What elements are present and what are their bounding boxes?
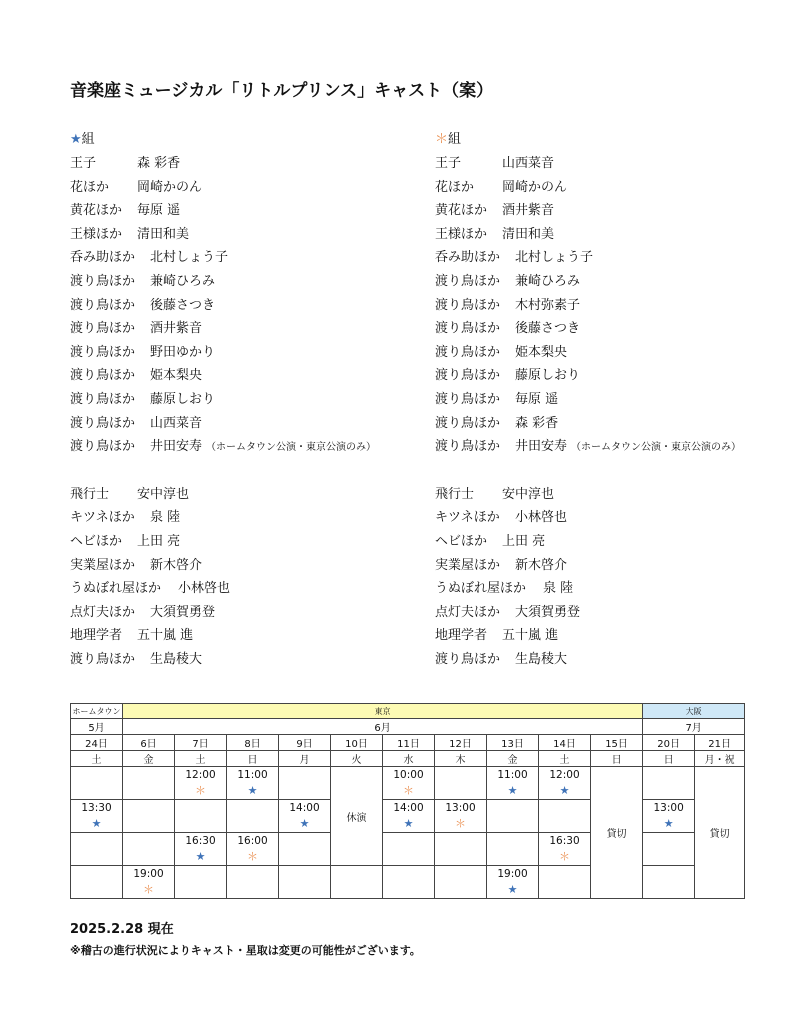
asterisk-icon: ＊ — [559, 850, 570, 863]
cast-row — [70, 364, 440, 388]
performance-slot — [123, 866, 175, 899]
performance-slot — [123, 767, 175, 800]
cast-row — [70, 223, 440, 247]
actor-name: 酒井紫音 — [502, 203, 555, 219]
role-name: 実業屋ほか — [70, 557, 136, 573]
cast-row — [435, 412, 800, 436]
actor-name: 後藤さつき — [150, 297, 216, 313]
cast-row — [70, 270, 440, 294]
asterisk-icon: ＊ — [455, 817, 466, 830]
actor-name: 兼崎ひろみ — [515, 273, 581, 289]
actor-name: 岡崎かのん — [137, 179, 203, 195]
actor-name: 山西菜音 — [150, 415, 203, 431]
slot-content — [227, 767, 278, 799]
asterisk-icon: ＊ — [403, 784, 414, 797]
show-time: 12:00 — [549, 769, 580, 781]
day-cell: 6日 — [123, 735, 175, 751]
day-cell: 13日 — [487, 735, 539, 751]
slot-content — [227, 833, 278, 865]
show-time: 12:00 — [185, 769, 216, 781]
role-name: 花ほか — [435, 179, 475, 195]
day-cell: 24日 — [71, 735, 123, 751]
cast-row — [70, 530, 440, 554]
show-time: 13:30 — [81, 802, 112, 814]
no-performance-cell: 休演 — [331, 767, 383, 866]
performance-slot — [383, 800, 435, 833]
role-name: 渡り鳥ほか — [70, 391, 136, 407]
actor-name: 北村しょう子 — [150, 250, 229, 266]
performance-slot — [643, 767, 695, 800]
performance-note: （ホームタウン公演・東京公演のみ） — [571, 442, 742, 454]
performance-slot — [539, 800, 591, 833]
role-name: 地理学者 — [435, 628, 488, 644]
venue-tokyo: 東京 — [123, 704, 643, 719]
performance-slot — [643, 800, 695, 833]
day-cell: 15日 — [591, 735, 643, 751]
cast-row — [70, 199, 440, 223]
cast-row — [70, 294, 440, 318]
performance-slot — [175, 866, 227, 899]
actor-name: 安中淳也 — [502, 486, 555, 502]
star-icon: ★ — [70, 132, 82, 147]
performance-slot — [383, 866, 435, 899]
weekday-cell: 土 — [175, 751, 227, 767]
performance-slot — [227, 767, 279, 800]
performance-slot — [227, 800, 279, 833]
actor-name: 泉 陸 — [543, 581, 574, 597]
actor-name: 上田 亮 — [502, 533, 546, 549]
performance-slot — [487, 800, 539, 833]
day-cell: 21日 — [695, 735, 745, 751]
performance-slot — [383, 833, 435, 866]
actor-name: 森 彩香 — [137, 156, 181, 171]
actor-name: 岡崎かのん — [502, 179, 568, 195]
role-name: うぬぼれ屋ほか — [435, 581, 527, 597]
star-icon: ★ — [403, 817, 414, 830]
cast-row — [70, 317, 440, 341]
star-icon: ★ — [507, 883, 518, 896]
performance-slot — [331, 866, 383, 899]
actor-name: 山西菜音 — [502, 156, 555, 171]
show-time: 19:00 — [133, 868, 164, 880]
weekday-cell: 金 — [487, 751, 539, 767]
show-time: 16:00 — [237, 835, 268, 847]
actor-name: 野田ゆかり — [150, 344, 216, 360]
role-name: 点灯夫ほか — [70, 604, 136, 620]
month-cell: 6月 — [123, 719, 643, 735]
role-name: 渡り鳥ほか — [70, 321, 136, 337]
performance-slot — [279, 800, 331, 833]
actor-name: 生島稜大 — [150, 651, 203, 667]
group-label: 組 — [81, 132, 95, 147]
slot-content — [539, 767, 590, 799]
time-slot-row — [71, 866, 745, 899]
group-heading — [435, 128, 800, 152]
cast-row — [435, 483, 800, 507]
actor-name: 大須賀勇登 — [150, 604, 216, 620]
asterisk-icon: ＊ — [435, 132, 449, 147]
venue-hometown: ホームタウン — [71, 704, 123, 719]
cast-row — [70, 412, 440, 436]
actor-name: 清田和美 — [137, 226, 190, 242]
slot-content — [175, 767, 226, 799]
role-name: 渡り鳥ほか — [70, 344, 136, 360]
role-name: 王子 — [70, 156, 97, 171]
cast-row — [70, 554, 440, 578]
asterisk-icon: ＊ — [247, 850, 258, 863]
cast-row — [435, 341, 800, 365]
performance-schedule-table — [70, 703, 745, 899]
actor-name: 後藤さつき — [515, 321, 581, 337]
weekday-cell: 月 — [279, 751, 331, 767]
star-icon: ★ — [91, 817, 102, 830]
actor-name: 清田和美 — [502, 226, 555, 242]
actor-name: 森 彩香 — [515, 415, 559, 431]
actor-name: 泉 陸 — [150, 510, 181, 526]
role-name: 呑み助ほか — [435, 250, 501, 266]
actor-name: 新木啓介 — [150, 557, 203, 573]
performance-slot — [487, 866, 539, 899]
role-name: 渡り鳥ほか — [70, 651, 136, 667]
role-name: 黄花ほか — [435, 203, 488, 219]
actor-name: 北村しょう子 — [515, 250, 594, 266]
show-time: 14:00 — [289, 802, 320, 814]
performance-slot — [539, 866, 591, 899]
show-time: 13:00 — [653, 802, 684, 814]
performance-slot — [435, 767, 487, 800]
cast-row — [70, 435, 440, 459]
role-name: 王様ほか — [70, 226, 123, 242]
role-name: 花ほか — [70, 179, 110, 195]
venue-osaka: 大阪 — [643, 704, 745, 719]
performance-slot — [71, 866, 123, 899]
actor-name: 酒井紫音 — [150, 321, 203, 337]
actor-name: 上田 亮 — [137, 533, 181, 549]
cast-row — [435, 648, 800, 672]
role-name: 飛行士 — [70, 486, 110, 502]
role-name: 渡り鳥ほか — [70, 415, 136, 431]
cast-row — [70, 648, 440, 672]
role-name: 渡り鳥ほか — [70, 297, 136, 313]
slot-content — [383, 767, 434, 799]
performance-slot — [279, 833, 331, 866]
cast-row — [70, 152, 440, 176]
slot-content — [539, 833, 590, 865]
performance-slot — [487, 767, 539, 800]
cast-column-star-group — [70, 128, 440, 671]
role-name: 渡り鳥ほか — [435, 368, 501, 384]
role-name: キツネほか — [70, 510, 135, 526]
actor-name: 姫本梨央 — [150, 368, 203, 384]
spacer — [70, 459, 440, 483]
actor-name: 井田安寿 — [150, 439, 203, 455]
actor-name: 兼崎ひろみ — [150, 273, 216, 289]
weekday-cell: 月・祝 — [695, 751, 745, 767]
day-cell: 14日 — [539, 735, 591, 751]
slot-content — [487, 767, 538, 799]
actor-name: 小林啓也 — [515, 510, 568, 526]
role-name: 王子 — [435, 156, 462, 171]
month-row — [71, 719, 745, 735]
slot-content — [123, 866, 174, 898]
slot-content — [487, 866, 538, 898]
role-name: 実業屋ほか — [435, 557, 501, 573]
role-name: 呑み助ほか — [70, 250, 136, 266]
day-cell: 12日 — [435, 735, 487, 751]
performance-slot — [435, 866, 487, 899]
cast-row — [435, 246, 800, 270]
asterisk-icon: ＊ — [195, 784, 206, 797]
actor-name: 藤原しおり — [150, 391, 216, 407]
as-of-date: 2025.2.28 現在 — [70, 922, 174, 937]
show-time: 16:30 — [185, 835, 216, 847]
actor-name: 新木啓介 — [515, 557, 568, 573]
time-slot-row — [71, 800, 745, 833]
show-time: 16:30 — [549, 835, 580, 847]
cast-row — [70, 483, 440, 507]
cast-column-asterisk-group — [435, 128, 800, 671]
weekday-cell: 土 — [539, 751, 591, 767]
cast-row — [70, 577, 440, 601]
performance-slot — [643, 866, 695, 899]
role-name: 渡り鳥ほか — [435, 297, 501, 313]
time-slot-row — [71, 833, 745, 866]
role-name: ヘビほか — [435, 533, 488, 549]
actor-name: 木村弥素子 — [515, 297, 581, 313]
cast-row — [435, 152, 800, 176]
actor-name: 五十嵐 進 — [137, 628, 194, 644]
performance-slot — [643, 833, 695, 866]
cast-row — [70, 601, 440, 625]
role-name: 渡り鳥ほか — [70, 439, 136, 455]
weekday-cell: 火 — [331, 751, 383, 767]
star-icon: ★ — [507, 784, 518, 797]
day-cell: 20日 — [643, 735, 695, 751]
performance-slot — [71, 800, 123, 833]
month-cell: 5月 — [71, 719, 123, 735]
asterisk-icon: ＊ — [143, 883, 154, 896]
performance-slot — [123, 800, 175, 833]
performance-slot — [227, 866, 279, 899]
cast-row — [435, 530, 800, 554]
disclaimer-note: ※稽古の進行状況によりキャスト・星取は変更の可能性がございます。 — [70, 944, 421, 957]
star-icon: ★ — [559, 784, 570, 797]
weekday-cell: 日 — [591, 751, 643, 767]
slot-content — [175, 833, 226, 865]
role-name: 王様ほか — [435, 226, 488, 242]
day-row — [71, 735, 745, 751]
show-time: 11:00 — [497, 769, 528, 781]
role-name: 渡り鳥ほか — [435, 415, 501, 431]
cast-row — [435, 601, 800, 625]
day-cell: 8日 — [227, 735, 279, 751]
role-name: 渡り鳥ほか — [435, 344, 501, 360]
actor-name: 大須賀勇登 — [515, 604, 581, 620]
cast-row — [435, 577, 800, 601]
performance-slot — [487, 833, 539, 866]
role-name: 渡り鳥ほか — [70, 368, 136, 384]
role-name: 渡り鳥ほか — [435, 321, 501, 337]
venue-row — [71, 704, 745, 719]
performance-slot — [175, 767, 227, 800]
month-cell: 7月 — [643, 719, 745, 735]
star-icon: ★ — [663, 817, 674, 830]
cast-row — [435, 199, 800, 223]
performance-slot — [227, 833, 279, 866]
show-time: 11:00 — [237, 769, 268, 781]
group-heading — [70, 128, 440, 152]
performance-slot — [279, 767, 331, 800]
weekday-cell: 水 — [383, 751, 435, 767]
cast-row — [70, 624, 440, 648]
role-name: 渡り鳥ほか — [435, 391, 501, 407]
performance-slot — [539, 833, 591, 866]
star-icon: ★ — [195, 850, 206, 863]
star-icon: ★ — [247, 784, 258, 797]
weekday-cell: 土 — [71, 751, 123, 767]
cast-row — [70, 341, 440, 365]
day-cell: 9日 — [279, 735, 331, 751]
actor-name: 井田安寿 — [515, 439, 568, 455]
slot-content — [643, 800, 694, 832]
group-label: 組 — [448, 132, 462, 147]
actor-name: 安中淳也 — [137, 486, 190, 502]
weekday-cell: 日 — [227, 751, 279, 767]
performance-note: （ホームタウン公演・東京公演のみ） — [206, 442, 377, 454]
cast-row — [435, 317, 800, 341]
cast-row — [435, 506, 800, 530]
performance-slot — [175, 800, 227, 833]
show-time: 13:00 — [445, 802, 476, 814]
day-cell: 7日 — [175, 735, 227, 751]
cast-row — [435, 624, 800, 648]
slot-content — [279, 800, 330, 832]
actor-name: 小林啓也 — [178, 581, 231, 597]
weekday-row — [71, 751, 745, 767]
role-name: 黄花ほか — [70, 203, 123, 219]
actor-name: 姫本梨央 — [515, 344, 568, 360]
performance-slot — [71, 767, 123, 800]
cast-row — [435, 270, 800, 294]
cast-row — [70, 388, 440, 412]
actor-name: 生島稜大 — [515, 651, 568, 667]
cast-row — [70, 506, 440, 530]
show-time: 14:00 — [393, 802, 424, 814]
role-name: 点灯夫ほか — [435, 604, 501, 620]
cast-row — [70, 246, 440, 270]
weekday-cell: 木 — [435, 751, 487, 767]
slot-content — [383, 800, 434, 832]
role-name: 渡り鳥ほか — [435, 439, 501, 455]
actor-name: 五十嵐 進 — [502, 628, 559, 644]
reserved-performance-cell: 貸切 — [591, 767, 643, 899]
role-name: 地理学者 — [70, 628, 123, 644]
cast-row — [435, 435, 800, 459]
cast-row — [435, 388, 800, 412]
star-icon: ★ — [299, 817, 310, 830]
performance-slot — [539, 767, 591, 800]
time-slot-row — [71, 767, 745, 800]
slot-content — [71, 800, 122, 832]
performance-slot — [279, 866, 331, 899]
role-name: キツネほか — [435, 510, 500, 526]
role-name: ヘビほか — [70, 533, 123, 549]
cast-row — [435, 554, 800, 578]
actor-name: 毎原 遥 — [515, 391, 559, 407]
cast-row — [435, 364, 800, 388]
show-time: 10:00 — [393, 769, 424, 781]
performance-slot — [123, 833, 175, 866]
performance-slot — [435, 833, 487, 866]
day-cell: 11日 — [383, 735, 435, 751]
cast-row — [435, 294, 800, 318]
role-name: 渡り鳥ほか — [70, 273, 136, 289]
weekday-cell: 金 — [123, 751, 175, 767]
show-time: 19:00 — [497, 868, 528, 880]
page-title: 音楽座ミュージカル「リトルプリンス」キャスト（案） — [70, 81, 494, 101]
cast-row — [70, 176, 440, 200]
role-name: 渡り鳥ほか — [435, 651, 501, 667]
performance-slot — [175, 833, 227, 866]
actor-name: 毎原 遥 — [137, 203, 181, 219]
day-cell: 10日 — [331, 735, 383, 751]
role-name: 渡り鳥ほか — [435, 273, 501, 289]
spacer — [435, 459, 800, 483]
role-name: 飛行士 — [435, 486, 475, 502]
reserved-performance-cell: 貸切 — [695, 767, 745, 899]
actor-name: 藤原しおり — [515, 368, 581, 384]
performance-slot — [435, 800, 487, 833]
performance-slot — [71, 833, 123, 866]
performance-slot — [383, 767, 435, 800]
cast-row — [435, 176, 800, 200]
slot-content — [435, 800, 486, 832]
role-name: うぬぼれ屋ほか — [70, 581, 162, 597]
weekday-cell: 日 — [643, 751, 695, 767]
cast-row — [435, 223, 800, 247]
